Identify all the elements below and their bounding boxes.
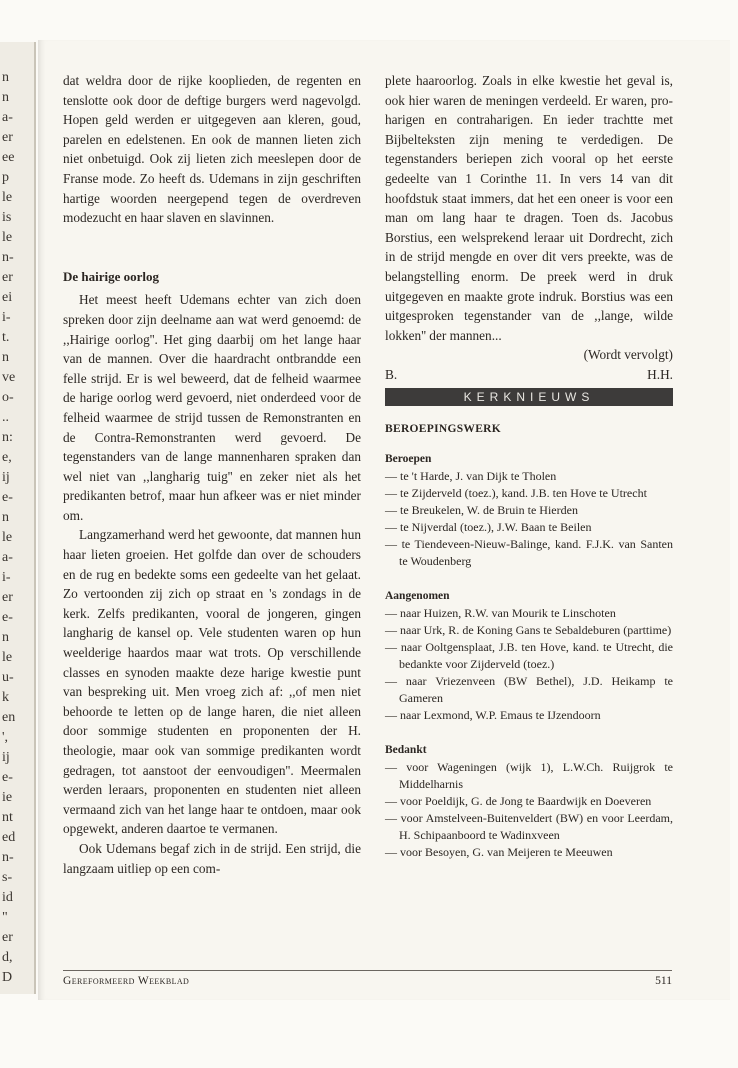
previous-page-fragment: en <box>2 710 16 725</box>
previous-page-fragment: e- <box>2 770 13 785</box>
list-item: — te 't Harde, J. van Dijk te Tholen <box>385 468 673 485</box>
previous-page-fragment: D <box>2 970 13 985</box>
previous-page-fragment: n <box>2 350 9 365</box>
previous-page-fragment: n: <box>2 430 13 445</box>
previous-page-fragment: n <box>2 70 9 85</box>
previous-page-fragment: k <box>2 690 9 705</box>
left-column <box>63 71 361 878</box>
previous-page-fragment: e- <box>2 610 13 625</box>
to-be-continued: (Wordt vervolgt) <box>583 347 673 363</box>
previous-page-fragment: n <box>2 630 9 645</box>
previous-page-fragment: ', <box>2 730 9 745</box>
paragraph-2: Langzamerhand werd het gewoonte, dat mannen hun haar lieten groeien. Het golfde dan over de schouders en de rug en bedekte soms een gedeelte van het gelaat. Zo vertoonden zij zich op straat en 's zondags in de kerk. Zelfs predikanten, vooral de jongeren, gingen langharig de kansel op. Vele studenten waren op hun weelderige haardos maar wat trots. Op verschillende classes en synoden maakte deze harige kwestie punt van bespreking uit. Men vroeg zich af: ,,of men niet behoorde te letten op de lange haren, die niet alleen door sommige studenten en proponenten der H. theologie, maar ook van sommige predikanten wordt gedragen, tot aanstoot der eenvoudigen''. Meermalen werden leraars, proponenten en studenten niet alleen vermaand zich van het lange haar te ontdoen, maar ook opgewekt, anderen daartoe te vermanen. <box>63 527 361 837</box>
previous-page-fragment: d, <box>2 950 13 965</box>
paragraph-3: Ook Udemans begaf zich in de strijd. Een strijd, die langzaam uitliep op een com- <box>63 840 361 876</box>
beroepen-list <box>385 468 673 570</box>
previous-page-fragment: e- <box>2 490 13 505</box>
list-item: — te Tiendeveen-Nieuw-Balinge, kand. F.J.K. van Santen te Woudenberg <box>385 536 673 570</box>
kerknieuws-banner: KERKNIEUWS <box>385 388 673 406</box>
previous-page-fragment: " <box>2 910 8 925</box>
previous-page-fragment: ed <box>2 830 16 845</box>
previous-page-fragment: er <box>2 930 13 945</box>
aangenomen-list <box>385 605 673 724</box>
previous-page-fragment: t. <box>2 330 10 345</box>
previous-page-fragment: ei <box>2 290 13 305</box>
previous-page-fragment: ee <box>2 150 15 165</box>
previous-page-fragment: ie <box>2 790 13 805</box>
list-item: — naar Urk, R. de Koning Gans te Sebaldeburen (parttime) <box>385 622 673 639</box>
previous-page-fragment: is <box>2 210 12 225</box>
list-item: — naar Vriezenveen (BW Bethel), J.D. Heikamp te Gameren <box>385 673 673 707</box>
previous-page-fragment: nt <box>2 810 13 825</box>
previous-page-edge <box>0 42 36 994</box>
previous-page-fragment: le <box>2 530 13 545</box>
beroepen-heading: Beroepen <box>385 453 432 466</box>
previous-page-fragment: n- <box>2 850 14 865</box>
bedankt-heading: Bedankt <box>385 744 427 757</box>
previous-page-fragment: i- <box>2 570 11 585</box>
list-item: — voor Besoyen, G. van Meijeren te Meeuwen <box>385 844 673 861</box>
list-item: — te Breukelen, W. de Bruin te Hierden <box>385 502 673 519</box>
previous-page-fragment: le <box>2 190 13 205</box>
previous-page-fragment: id <box>2 890 13 905</box>
bedankt-list <box>385 759 673 861</box>
list-item: — naar Lexmond, W.P. Emaus te IJzendoorn <box>385 707 673 724</box>
publication-name: Gereformeerd Weekblad <box>63 975 190 987</box>
previous-page-fragment: i- <box>2 310 11 325</box>
previous-page-fragment: a- <box>2 110 13 125</box>
previous-page-fragment: ij <box>2 750 10 765</box>
previous-page-fragment: u- <box>2 670 14 685</box>
author-signoff <box>385 365 673 385</box>
previous-page-fragment: ve <box>2 370 16 385</box>
signoff-initial-left: B. <box>385 366 398 382</box>
previous-page-fragment: o- <box>2 390 14 405</box>
previous-page-fragment: le <box>2 650 13 665</box>
previous-page-fragment: er <box>2 130 13 145</box>
list-item: — naar Ooltgensplaat, J.B. ten Hove, kand. te Utrecht, die bedankte voor Zijderveld (toez.) <box>385 639 673 673</box>
signoff-initial-right: H.H. <box>647 366 673 382</box>
magazine-page <box>38 40 730 1000</box>
list-item: — te Zijderveld (toez.), kand. J.B. ten Hove te Utrecht <box>385 485 673 502</box>
previous-page-fragment: e, <box>2 450 12 465</box>
right-column <box>385 71 673 861</box>
section-title: BEROEPINGSWERK <box>385 422 502 435</box>
continued-paragraph: plete haaroorlog. Zoals in elke kwestie het geval is, ook hier waren de meningen verdeeld. Er waren, pro-harigen en contraharigen. En ieder trachtte met Bijbelteksten zijn mening te verdedigen. De tegenstanders beriepen zich vooral op het eerste gedeelte van 1 Corinthe 11. In vers 14 van dit hoofdstuk staat immers, dat het een oneer is voor een man om lang haar te dragen. Toen ds. Jacobus Borstius, een welsprekend leraar uit Dordrecht, zich in de strijd mengde en over dit vers preekte, was de belangstelling enorm. De preek werd in druk uitgegeven en maakte grote indruk. Borstius was een uitgesproken tegenstander van de ,,lange, wilde lokken'' der mannen... <box>385 73 673 343</box>
aangenomen-heading: Aangenomen <box>385 590 450 603</box>
list-item: — te Nijverdal (toez.), J.W. Baan te Beilen <box>385 519 673 536</box>
previous-page-fragment: er <box>2 590 13 605</box>
list-item: — naar Huizen, R.W. van Mourik te Linschoten <box>385 605 673 622</box>
list-item: — voor Wageningen (wijk 1), L.W.Ch. Ruijgrok te Middelharnis <box>385 759 673 793</box>
page-number: 511 <box>655 975 672 987</box>
previous-page-fragment: le <box>2 230 13 245</box>
previous-page-fragment: n- <box>2 250 14 265</box>
previous-page-fragment: n <box>2 90 9 105</box>
intro-paragraph: dat weldra door de rijke kooplieden, de regenten en tenslotte ook door de deftige burgers werd nagevolgd. Hopen geld werden er uitgegeven aan kleren, goud, parelen en edelstenen. En ook de mannen lieten zich niet onbetuigd. Ook zij lieten zich meeslepen door de Franse mode. Zo heeft ds. Udemans in zijn geschriften hartige woorden neergepend tegen de overdreven modezucht en haar slaven en slavinnen. <box>63 73 361 226</box>
previous-page-fragment: a- <box>2 550 13 565</box>
previous-page-fragment: .. <box>2 410 9 425</box>
previous-page-fragment: n <box>2 510 9 525</box>
article-subheading: De hairige oorlog <box>63 268 160 284</box>
list-item: — voor Amstelveen-Buitenveldert (BW) en voor Leerdam, H. Schipaanboord te Wadinxveen <box>385 810 673 844</box>
previous-page-fragment: er <box>2 270 13 285</box>
previous-page-fragment: s- <box>2 870 13 885</box>
previous-page-fragment: p <box>2 170 9 185</box>
list-item: — voor Poeldijk, G. de Jong te Baardwijk en Doeveren <box>385 793 673 810</box>
page-footer <box>63 970 672 987</box>
paragraph-1: Het meest heeft Udemans echter van zich doen spreken door zijn deelname aan wat werd genoemd: de ,,Hairige oorlog''. Het ging daarbij om het lange haar van de mannen. Over die haardracht ontbrandde een felle strijd. Er is wel beweerd, dat de felheid waarmee de harige oorlog werd gevoerd, niet onderdeed voor de felheid waarmee de strijd tussen de Remonstranten en de Contra-Remonstranten werd gevoerd. De tegenstanders van de lange mannenharen spraken dan wel niet van ,,langharig tuig'' en zeker niet als het predikanten betrof, maar hun afkeer was er niet minder om. <box>63 292 361 523</box>
previous-page-fragment: ij <box>2 470 10 485</box>
